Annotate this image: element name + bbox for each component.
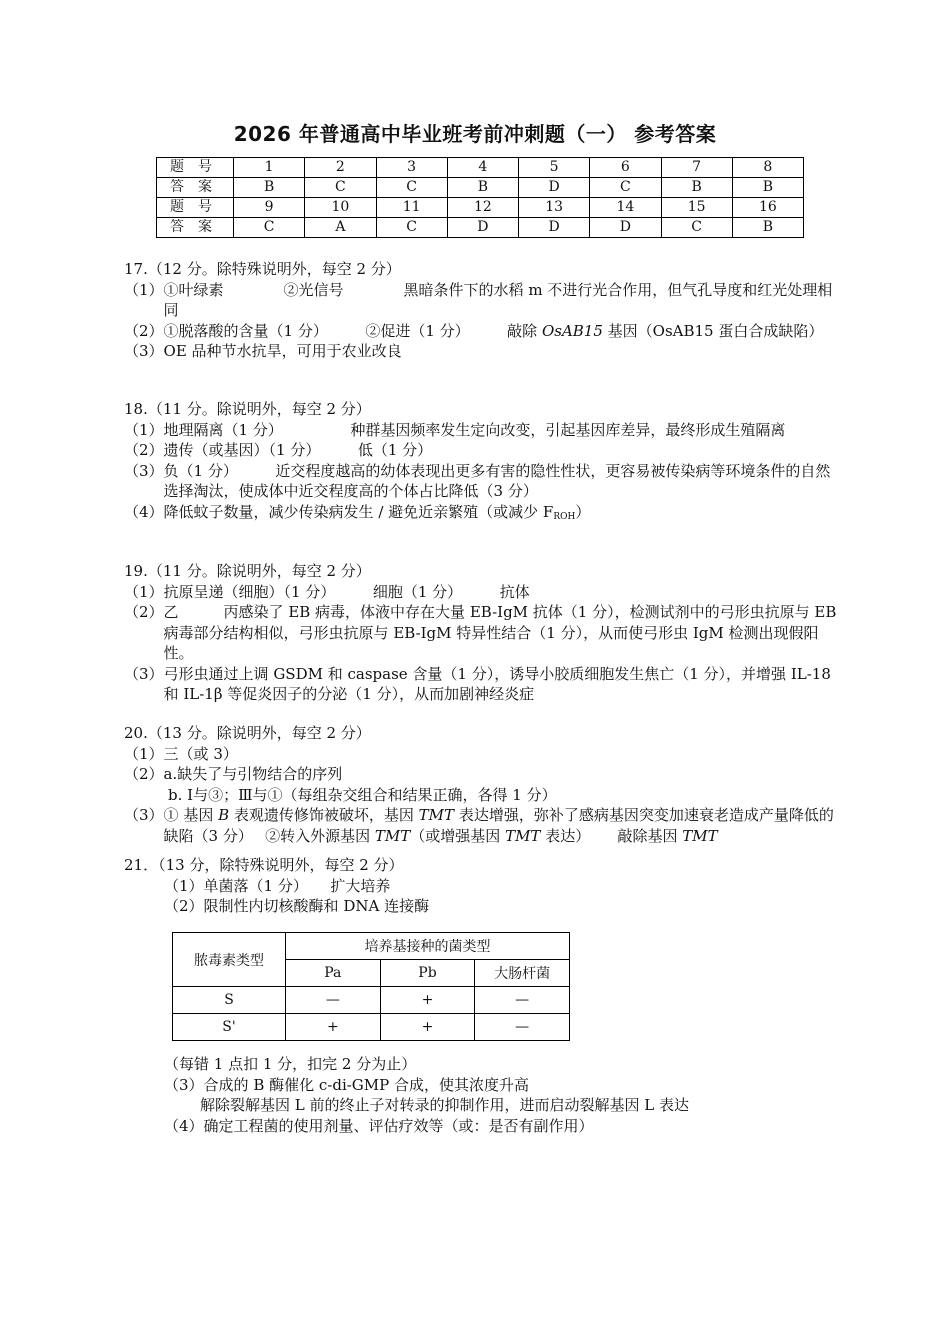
answer-fragment: 表达增强，弥补了感病基因突变加速衰老造成产量降低的缺陷（3 分） ②转入外源基因 xyxy=(163,806,834,845)
table-header: 培养基接种的菌类型 xyxy=(286,933,570,960)
answer-cell: B xyxy=(234,178,305,198)
row-label: 题号 xyxy=(157,158,234,178)
answer-line xyxy=(124,602,840,664)
question-number: 2 xyxy=(305,158,376,178)
answer-text: 合成的 B 酶催化 c-di-GMP 合成，使其浓度升高 xyxy=(203,1075,530,1094)
question-number: 15 xyxy=(661,198,732,218)
table-header: Pb xyxy=(380,960,475,987)
table-header: 脓毒素类型 xyxy=(173,933,286,987)
answer-line xyxy=(124,321,840,342)
answer-cell: C xyxy=(234,218,305,238)
table-cell: — xyxy=(286,987,381,1014)
answer-cell: C xyxy=(305,178,376,198)
question-17 xyxy=(124,259,840,362)
question-21-continued xyxy=(164,1054,844,1136)
question-number: 13 xyxy=(519,198,590,218)
gene-name: OsAB15 xyxy=(541,321,603,340)
table-header: Pa xyxy=(286,960,381,987)
item-number: （3） xyxy=(124,806,164,824)
answer-fragment: ① 基因 xyxy=(163,806,219,824)
answer-fragment: ） xyxy=(575,502,591,521)
answer-cell: D xyxy=(519,178,590,198)
item-number: （1） xyxy=(124,582,164,601)
question-number: 1 xyxy=(234,158,305,178)
answer-text xyxy=(164,805,840,846)
question-number: 6 xyxy=(590,158,661,178)
answer-text: 乙 丙感染了 EB 病毒，体液中存在大量 EB-IgM 抗体（1 分），检测试剂中的弓形虫抗原与 EB 病毒部分结构相似，弓形虫抗原与 EB-IgM 特异性结合（1 分），从而使弓形虫 IgM 检测出现假阳性。 xyxy=(163,603,837,662)
table-cell: — xyxy=(475,1014,570,1041)
gene-name: B xyxy=(218,806,230,824)
question-21 xyxy=(124,855,840,917)
question-number: 8 xyxy=(732,158,803,178)
answer-text: 解除裂解基因 L 前的终止子对转录的抑制作用，进而启动裂解基因 L 表达 xyxy=(200,1096,689,1114)
answer-line xyxy=(124,341,840,362)
item-number: （3） xyxy=(124,342,164,360)
answer-table xyxy=(156,157,804,238)
answer-text xyxy=(164,502,840,528)
question-heading: 21．（13 分，除特殊说明外，每空 2 分） xyxy=(124,856,404,874)
answer-line xyxy=(124,805,840,846)
table-cell: — xyxy=(475,987,570,1014)
question-number: 12 xyxy=(447,198,518,218)
answer-line xyxy=(124,440,840,461)
item-number: （2） xyxy=(124,441,164,459)
answer-text: 弓形虫通过上调 GSDM 和 caspase 含量（1 分），诱导小胶质细胞发生焦亡（1 分），并增强 IL-18 和 IL-1β 等促炎因子的分泌（1 分），从而加剧神经炎症 xyxy=(163,664,831,703)
question-number: 11 xyxy=(376,198,447,218)
row-label: 题号 xyxy=(157,198,234,218)
item-number: （1） xyxy=(124,744,164,763)
table-row xyxy=(173,1014,570,1041)
row-label: 答案 xyxy=(157,178,234,198)
answer-text: a.缺失了与引物结合的序列 xyxy=(163,765,343,783)
question-number: 5 xyxy=(519,158,590,178)
item-number: （2） xyxy=(124,765,164,783)
table-row xyxy=(157,198,804,218)
gene-name: TMT xyxy=(682,826,718,845)
gene-name: TMT xyxy=(374,826,411,845)
answer-text: 三（或 3） xyxy=(163,744,238,763)
table-row xyxy=(173,987,570,1014)
item-number: （4） xyxy=(124,502,164,521)
answer-cell: B xyxy=(661,178,732,198)
row-label: S xyxy=(173,987,286,1014)
toxin-table xyxy=(172,932,570,1041)
item-number: （3） xyxy=(164,1075,204,1094)
answer-cell: A xyxy=(305,218,376,238)
question-number: 4 xyxy=(447,158,518,178)
scoring-note: （每错 1 点扣 1 分，扣完 2 分为止） xyxy=(164,1055,417,1073)
answer-line xyxy=(124,280,840,321)
answer-fragment: 降低蚊子数量，减少传染病发生 / 避免近亲繁殖（或减少 F xyxy=(163,502,554,521)
item-number: （3） xyxy=(124,664,164,683)
answer-text: ①叶绿素 ②光信号 黑暗条件下的水稻 m 不进行光合作用，但气孔导度和红光处理相同 xyxy=(163,280,833,319)
question-number: 3 xyxy=(376,158,447,178)
table-cell: + xyxy=(380,1014,475,1041)
answer-cell: C xyxy=(590,178,661,198)
table-row xyxy=(157,218,804,238)
answer-cell: D xyxy=(590,218,661,238)
table-cell: + xyxy=(380,987,475,1014)
item-number: （2） xyxy=(124,603,164,621)
item-number: （2） xyxy=(124,321,164,340)
question-19 xyxy=(124,561,840,705)
answer-cell: D xyxy=(519,218,590,238)
answer-cell: C xyxy=(376,178,447,198)
answer-fragment: 表观遗传修饰被破坏，基因 xyxy=(229,806,419,824)
answer-fragment: ①脱落酸的含量（1 分） ②促进（1 分） 敲除 xyxy=(163,321,542,340)
answer-line xyxy=(124,744,840,765)
question-number: 10 xyxy=(305,198,376,218)
gene-name: TMT xyxy=(418,806,455,824)
answer-cell: C xyxy=(376,218,447,238)
answer-text: 抗原呈递（细胞）（1 分） 细胞（1 分） 抗体 xyxy=(163,582,530,601)
question-heading: 17.（12 分。除特殊说明外，每空 2 分） xyxy=(124,260,401,278)
answer-cell: B xyxy=(447,178,518,198)
answer-text: （1）单菌落（1 分） 扩大培养 xyxy=(164,876,391,895)
table-row xyxy=(173,933,570,960)
answer-text: （1）地理隔离（1 分） 种群基因频率发生定向改变，引起基因库差异，最终形成生殖隔离 xyxy=(124,420,786,439)
question-heading: 19.（11 分。除说明外，每空 2 分） xyxy=(124,562,371,580)
answer-text: b. Ⅰ与③；Ⅲ与①（每组杂交组合和结果正确，各得 1 分） xyxy=(168,785,557,804)
answer-text: 遗传（或基因）（1 分） 低（1 分） xyxy=(163,441,433,459)
answer-line xyxy=(164,1075,844,1096)
item-number: （1） xyxy=(124,280,164,299)
answer-text: 负（1 分） 近交程度越高的幼体表现出更多有害的隐性性状，更容易被传染病等环境条件的自然选择淘汰，使成体中近交程度高的个体占比降低（3 分） xyxy=(163,461,831,500)
row-label: 答案 xyxy=(157,218,234,238)
question-number: 7 xyxy=(661,158,732,178)
question-number: 9 xyxy=(234,198,305,218)
question-heading: 20.（13 分。除说明外，每空 2 分） xyxy=(124,724,371,742)
question-number: 16 xyxy=(732,198,803,218)
item-number: （3） xyxy=(124,461,164,480)
answer-line xyxy=(124,664,840,705)
table-cell: + xyxy=(286,1014,381,1041)
subscript: ROH xyxy=(553,511,576,522)
answer-line xyxy=(124,764,840,785)
row-label: S' xyxy=(173,1014,286,1041)
answer-text: （2）限制性内切核酸酶和 DNA 连接酶 xyxy=(164,897,430,915)
answer-cell: B xyxy=(732,218,803,238)
gene-name: TMT xyxy=(505,826,541,845)
table-row xyxy=(157,158,804,178)
table-row xyxy=(157,178,804,198)
answer-fragment: （或增强基因 xyxy=(410,826,506,845)
answer-cell: D xyxy=(447,218,518,238)
question-20 xyxy=(124,723,840,846)
answer-fragment: 表达） 敲除基因 xyxy=(540,826,683,845)
answer-cell: C xyxy=(661,218,732,238)
page-title: 2026 年普通高中毕业班考前冲刺题（一） 参考答案 xyxy=(233,122,717,146)
question-heading: 18.（11 分。除说明外，每空 2 分） xyxy=(124,400,371,418)
answer-cell: B xyxy=(732,178,803,198)
answer-line xyxy=(124,582,840,603)
question-18 xyxy=(124,399,840,527)
answer-line xyxy=(124,461,840,502)
answer-line xyxy=(124,502,840,528)
question-number: 14 xyxy=(590,198,661,218)
table-header: 大肠杆菌 xyxy=(475,960,570,987)
answer-text: （4）确定工程菌的使用剂量、评估疗效等（或：是否有副作用） xyxy=(164,1116,594,1135)
answer-text xyxy=(164,321,840,342)
answer-text: OE 品种节水抗旱，可用于农业改良 xyxy=(163,342,402,360)
answer-fragment: 基因（OsAB15 蛋白合成缺陷） xyxy=(602,321,824,340)
